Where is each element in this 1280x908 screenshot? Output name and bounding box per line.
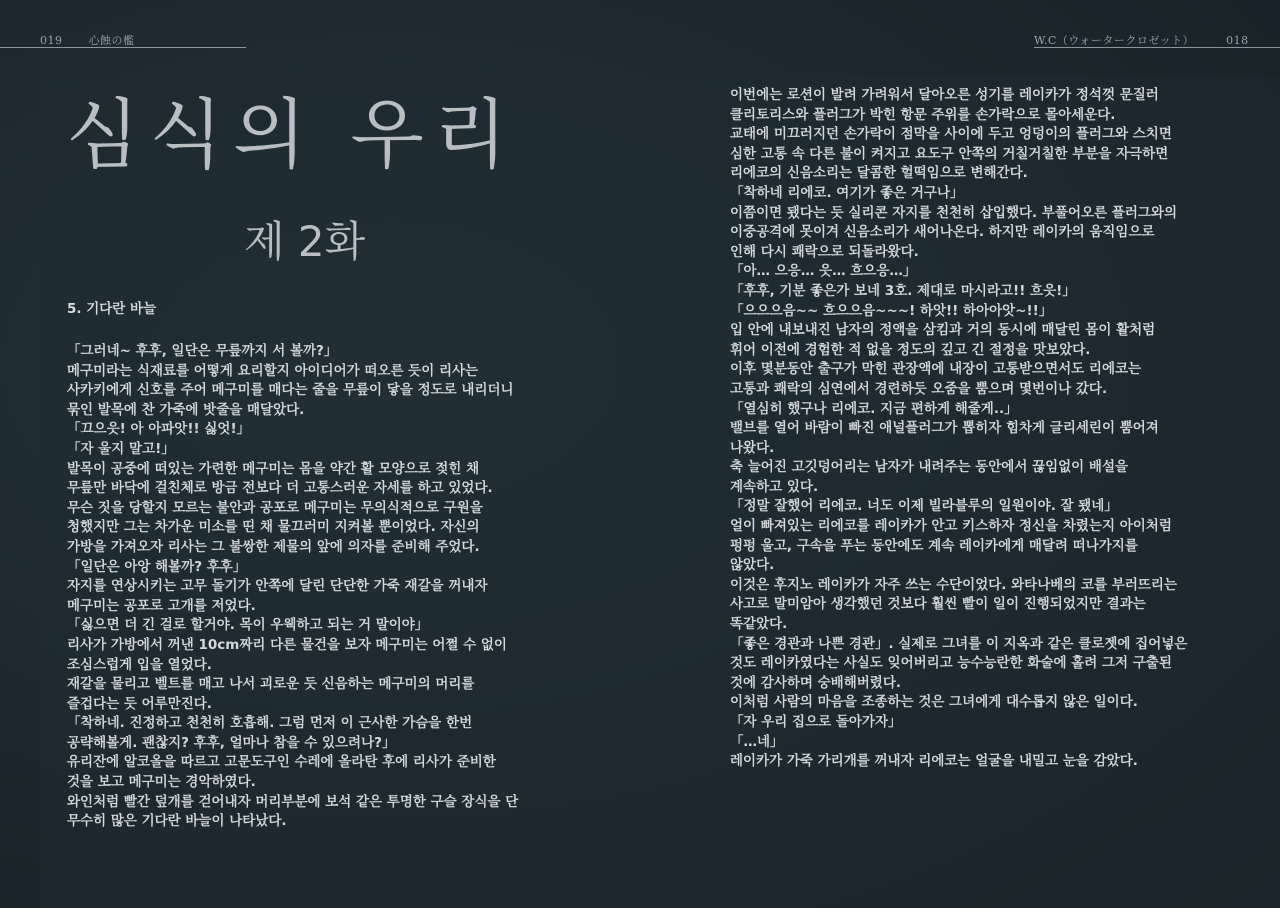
text-line: 나왔다.: [730, 439, 775, 456]
text-line: 것도 레이카였다는 사실도 잊어버리고 능수능란한 화술에 홀려 그저 구출된: [730, 655, 1172, 672]
text-line: 것에 감사하며 숭배해버렸다.: [730, 674, 902, 691]
text-line: 「착하네 리에코. 여기가 좋은 거구나」: [730, 184, 964, 201]
text-line: 즐겁다는 듯 어루만진다.: [67, 695, 212, 712]
text-line: 이번에는 로션이 발려 가려워서 달아오른 성기를 레이카가 정석껏 문질러: [730, 87, 1159, 103]
text-line: 이중공격에 못이겨 신음소리가 새어나온다. 하지만 레이카의 움직임으로: [730, 224, 1155, 241]
text-line: 교태에 미끄러지던 손가락이 점막을 사이에 두고 엉덩이의 플러그와 스치면: [730, 126, 1172, 143]
text-line: 「…네」: [730, 733, 784, 750]
text-line: 「으으으음~~ 흐으으음~~~! 하앗!! 하아아앗~!!」: [730, 302, 1053, 319]
text-line: 리에코의 신음소리는 달콤한 헐떡임으로 변해간다.: [730, 165, 1028, 182]
left-header-rule: [0, 47, 246, 48]
text-line: 펑펑 울고, 구속을 푸는 동안에도 계속 레이카에게 매달려 떠나가지를: [730, 537, 1138, 554]
text-line: 발목이 공중에 떠있는 가련한 메구미는 몸을 약간 활 모양으로 젖힌 채: [67, 460, 480, 477]
text-line: 자지를 연상시키는 고무 돌기가 안쪽에 달린 단단한 가죽 재갈을 꺼내자: [67, 578, 488, 595]
text-line: 무슨 짓을 당할지 모르는 불안과 공포로 메구미는 무의식적으로 구원을: [67, 499, 483, 516]
text-line: 「열심히 했구나 리에코. 지금 편하게 해줄게..」: [730, 400, 1018, 417]
text-line: 메구미는 공포로 고개를 저었다.: [67, 597, 256, 614]
text-line: 리사가 가방에서 꺼낸 10cm짜리 다른 물건을 보자 메구미는 어쩔 수 없이: [67, 636, 507, 653]
right-page-body: [730, 86, 1250, 772]
text-line: 「자 울지 말고!」: [67, 440, 175, 457]
text-line: 조심스럽게 입을 열었다.: [67, 656, 212, 673]
right-page-header: [1034, 32, 1280, 48]
text-line: 무수히 많은 기다란 바늘이 나타났다.: [67, 813, 287, 830]
text-line: 인해 다시 쾌락으로 되돌라왔다.: [730, 243, 919, 260]
text-line: 입 안에 내보내진 남자의 정액을 삼킴과 거의 동시에 매달린 몸이 활처럼: [730, 322, 1156, 339]
text-line: 공략해볼게. 괜찮지? 후후, 얼마나 참을 수 있으려나?」: [67, 734, 396, 751]
text-line: 클리토리스와 플러그가 박힌 항문 주위를 손가락으로 몰아세운다.: [730, 106, 1116, 123]
text-line: 「일단은 아앙 해볼까? 후후」: [67, 558, 247, 575]
right-page-number: 018: [1226, 34, 1249, 47]
text-line: 「아… 으응… 읏… 흐으응…」: [730, 263, 917, 280]
text-line: 않았다.: [730, 557, 775, 574]
text-line: 휘어 이전에 경험한 적 없을 정도의 깊고 긴 절정을 맛보았다.: [730, 341, 1091, 358]
left-page-number: 019: [40, 34, 63, 47]
text-line: 「자 우리 집으로 돌아가자」: [730, 714, 902, 730]
left-page-body: [67, 342, 567, 832]
text-line: 묶인 발목에 찬 가죽에 밧줄을 매달았다.: [67, 401, 305, 418]
text-line: 가방을 가져오자 리사는 그 불쌍한 제물의 앞에 의자를 준비해 주었다.: [67, 538, 480, 555]
story-title: 심식의 우리: [66, 90, 518, 179]
text-line: 이후 몇분동안 출구가 막힌 관장액에 내장이 고통받으면서도 리에코는: [730, 361, 1142, 378]
text-line: 똑같았다.: [730, 616, 788, 633]
text-line: 「후후, 기분 좋은가 보네 3호. 제대로 마시라고!! 흐읏!」: [730, 282, 1076, 299]
section-title: 5. 기다란 바늘: [67, 301, 157, 317]
text-line: 이처럼 사람의 마음을 조종하는 것은 그녀에게 대수롭지 않은 일이다.: [730, 694, 1138, 711]
text-line: 와인처럼 빨간 덮개를 걷어내자 머리부분에 보석 같은 투명한 구슬 장식을 단: [67, 793, 519, 810]
text-line: 레이카가 가죽 가리개를 꺼내자 리에코는 얼굴을 내밀고 눈을 감았다.: [730, 753, 1138, 770]
text-line: 「그러네~ 후후, 일단은 무릎까지 서 볼까?」: [67, 343, 338, 359]
text-line: 심한 고통 속 다른 불이 켜지고 요도구 안쪽의 거칠거칠한 부분을 자극하면: [730, 145, 1169, 162]
text-line: 계속하고 있다.: [730, 478, 819, 495]
text-line: 축 늘어진 고깃덩어리는 남자가 내려주는 동안에서 끊임없이 배설을: [730, 459, 1129, 476]
text-line: 사카키에게 신호를 주어 메구미를 매다는 줄을 무릎이 닿을 정도로 내리더니: [67, 382, 514, 399]
text-line: 무릎만 바닥에 걸친체로 방금 전보다 더 고통스러운 자세를 하고 있었다.: [67, 480, 493, 497]
text-line: 이것은 후지노 레이카가 자주 쓰는 수단이었다. 와타나베의 코를 부러뜨리는: [730, 576, 1177, 593]
text-line: 고통과 쾌락의 심연에서 경련하듯 오줌을 뿜으며 몇번이나 갔다.: [730, 380, 1108, 397]
text-line: 것을 보고 메구미는 경악하였다.: [67, 774, 256, 791]
text-line: 「정말 잘했어 리에코. 너도 이제 빌라블루의 일원이야. 잘 됐네」: [730, 498, 1118, 515]
left-page-header: [40, 32, 246, 48]
text-line: 재갈을 물리고 벨트를 매고 나서 괴로운 듯 신음하는 메구미의 머리를: [67, 676, 475, 693]
text-line: 이쯤이면 됐다는 듯 실리콘 자지를 천천히 삽입했다. 부풀어오른 플러그와의: [730, 204, 1177, 221]
text-line: 「착하네. 진정하고 천천히 호흡해. 그럼 먼저 이 근사한 가슴을 한번: [67, 715, 473, 732]
text-line: 청했지만 그는 차가운 미소를 띤 채 물끄러미 지켜볼 뿐이었다. 자신의: [67, 519, 480, 536]
text-line: 「끄으읏! 아 아파앗!! 싫엇!」: [67, 421, 251, 438]
text-line: 메구미라는 식재료를 어떻게 요리할지 아이디어가 떠오른 듯이 리사는: [67, 362, 479, 379]
text-line: 밸브를 열어 바람이 빠진 애널플러그가 뽑히자 힘차게 글리세린이 뿜어져: [730, 420, 1159, 437]
text-line: 유리잔에 알코올을 따르고 고문도구인 수레에 올라탄 후에 리사가 준비한: [67, 754, 496, 771]
right-header-title: W.C（ウォータークロゼット）: [1034, 34, 1195, 47]
episode-title: 제 2화: [244, 217, 366, 266]
left-header-title: 心蝕の檻: [88, 34, 135, 47]
right-header-rule: [1034, 47, 1280, 48]
text-line: 「싫으면 더 긴 걸로 할거야. 목이 우웩하고 되는 거 말이야」: [67, 617, 429, 634]
text-line: 사고로 말미암아 생각했던 것보다 훨씬 빨이 일이 진행되었지만 결과는: [730, 596, 1146, 613]
text-line: 「좋은 경관과 나쁜 경관」. 실제로 그녀를 이 지옥과 같은 클로젯에 집어넣은: [730, 635, 1188, 652]
text-line: 얼이 빠져있는 리에코를 레이카가 안고 키스하자 정신을 차렸는지 아이처럼: [730, 518, 1172, 535]
